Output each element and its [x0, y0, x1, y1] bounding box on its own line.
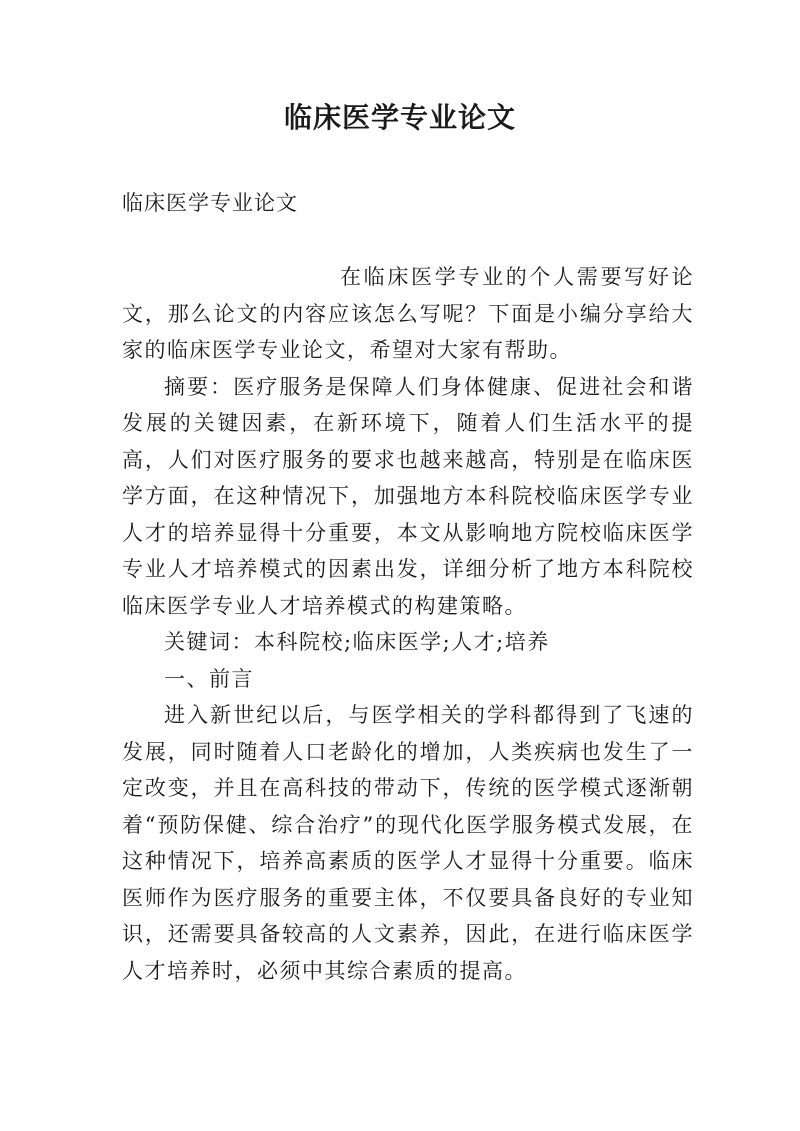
preface-paragraph: 进入新世纪以后，与医学相关的学科都得到了飞速的发展，同时随着人口老龄化的增加，人类疾病也发生了一定改变，并且在高科技的带动下，传统的医学模式逐渐朝着“预防保健、综合治疗”的现代化医学服务模式发展，在这种情况下，培养高素质的医学人才显得十分重要。临床医师作为医疗服务的重要主体，不仅要具备良好的专业知识，还需要具备较高的人文素养，因此，在进行临床医学人才培养时，必须中其综合素质的提高。: [122, 703, 694, 983]
document-subtitle: 临床医学专业论文: [122, 191, 298, 215]
section-heading-preface: 一、前言: [164, 666, 254, 691]
abstract-paragraph: 摘要：医疗服务是保障人们身体健康、促进社会和谐发展的关键因素，在新环境下，随着人们生活水平的提高，人们对医疗服务的要求也越来越高，特别是在临床医学方面，在这种情况下，加强地方本科院校临床医学专业人才的培养显得十分重要，本文从影响地方院校临床医学专业人才培养模式的因素出发，详细分析了地方本科院校临床医学专业人才培养模式的构建策略。: [122, 374, 694, 618]
document-body: [122, 259, 694, 989]
document-title: 临床医学专业论文: [283, 101, 516, 134]
intro-paragraph: 在临床医学专业的个人需要写好论文，那么论文的内容应该怎么写呢？下面是小编分享给大家的临床医学专业论文，希望对大家有帮助。: [122, 265, 694, 362]
keywords-paragraph: 关键词：本科院校;临床医学;人才;培养: [164, 630, 550, 654]
